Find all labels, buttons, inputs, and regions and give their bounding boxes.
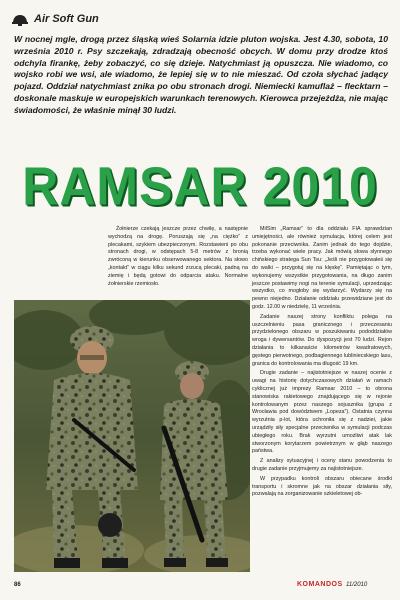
lead-paragraph: W nocnej mgle, drogą przez śląską wieś Solarnia idzie pluton wojska. Jest 4.30, sobota, 10 września 2010 r. Psy szczekają, zdradzają obecność obcych. W domu przy drodze ktoś odchyla firankę, żeby zobaczyć, co się dzieje. Natychmiast ją opuszcza. Nie wiadomo, co wojsko robi we wsi, ale wiadomo, że lepiej się w to nie mieszać. Od czoła słychać jadący pojazd. Oddział natychmiast znika po obu stronach drogi. Niemiecki kamuflaż – flecktarn – doskonale maskuje w europejskich warunkach terenowych. Kierowca przejeżdża, nie mając świadomości, że właśnie minął 30 ludzi. — [14, 34, 388, 115]
section-label: Air Soft Gun — [34, 13, 99, 25]
magazine-name: KOMANDOS — [297, 581, 343, 588]
column-paragraph: Drugie zadanie – najistotniejsze w naszej ocenie z uwagi na historię dotychczasowych działań w ramach cyklicznej już imprezy Ramsar 2010 – to obrona stanowiska rakietowego znajdującego się w rejonie kontrolowanym przez naszego sojusznika (grupa z Wrocławia pod dowództwem „Lopeza”). Ostatnia czynna wyrzutnia p-lot, która uchroniła się z nadziei, jakie urządziły siły specjalne przeciwnika w symulacji podczas ubiegłego roku. Brak wyrzutni umożliwi atak lak stworzonym korytarzem powietrznym w głąb naszego państwa. — [252, 370, 392, 455]
issue-number: 11/2010 — [346, 582, 368, 588]
article-title — [0, 155, 400, 217]
column-paragraph: MilSim „Ramsar” to dla oddziału FIA sprawdzian umiejętności, ale również symulacja, której celem jest pokonanie przeciwnika. Zanim jednak do tego dojdzie, trzeba wykonać wiele pracy. Jak mówią słowa słynnego chińskiego stratega Sun Tsu: „Jeśli nie przygotowałeś się do walki – przygotuj się na klęskę”. Pamiętając o tym, wykonujemy wszystkie przygotowania, na długo zanim jeszcze postawimy nogi na terenie symulacji, uprzedzając wszystko, co mogłoby się wydarzyć. Wydarzy się na pewno niejedno. Działanie oddziału przewidziane jest do godz. 12.00 w niedzielę, 11 września. — [252, 226, 392, 310]
soldiers-photo — [14, 300, 250, 572]
soldier-helmet-icon — [12, 13, 28, 26]
page-footer — [0, 580, 400, 594]
article-column-right — [252, 226, 392, 501]
article-column-left — [108, 226, 248, 290]
article-title-text: RAMSAR 2010 — [22, 155, 378, 217]
soldiers-photo-image — [14, 300, 250, 572]
page-header — [12, 12, 99, 26]
column-paragraph: Żołnierze czekają jeszcze przez chwilę, a następnie wychodzą na drogę. Poruszają się „na ciężko” z plecakami, szykiem ubezpieczonym. Rozstawieni po obu stronach drogi, w odstępach 5-8 metrów z bronią zwróconą w kierunku obserwowanego sektora. Na słowo „kontakt” w ciągu kilku sekund zrzucą plecaki, padną na ziemię i będą gotowi do odparcia ataku. Normalne żołnierskie rzemiosło. — [108, 226, 248, 287]
column-paragraph: Z analizy sytuacyjnej i oceny stanu powodzenia to drugie zadanie przyjmujemy za najistotniejsze. — [252, 458, 392, 472]
page-number: 86 — [14, 582, 21, 588]
column-paragraph: W przypadku kontroli obszaru obiecane środki transportu i skromne jak na obszar działania siły, pozwalają na zorganizowanie szkieletowej ob- — [252, 475, 392, 498]
column-paragraph: Zadanie naszej strony konfliktu polega na uszczelnieniu pasa granicznego i przeczesaniu przydzielonego obszaru w poszukiwaniu pododdziałów wroga i dywersantów. Do dyspozycji jest 70 ludzi. Rejon działania to kilkanaście kilometrów kwadratowych, gęstego pierwotnego, podbagiennego lubliniecskiego lasu, granica do kontrolowania ma długość 19 km. — [252, 313, 392, 367]
